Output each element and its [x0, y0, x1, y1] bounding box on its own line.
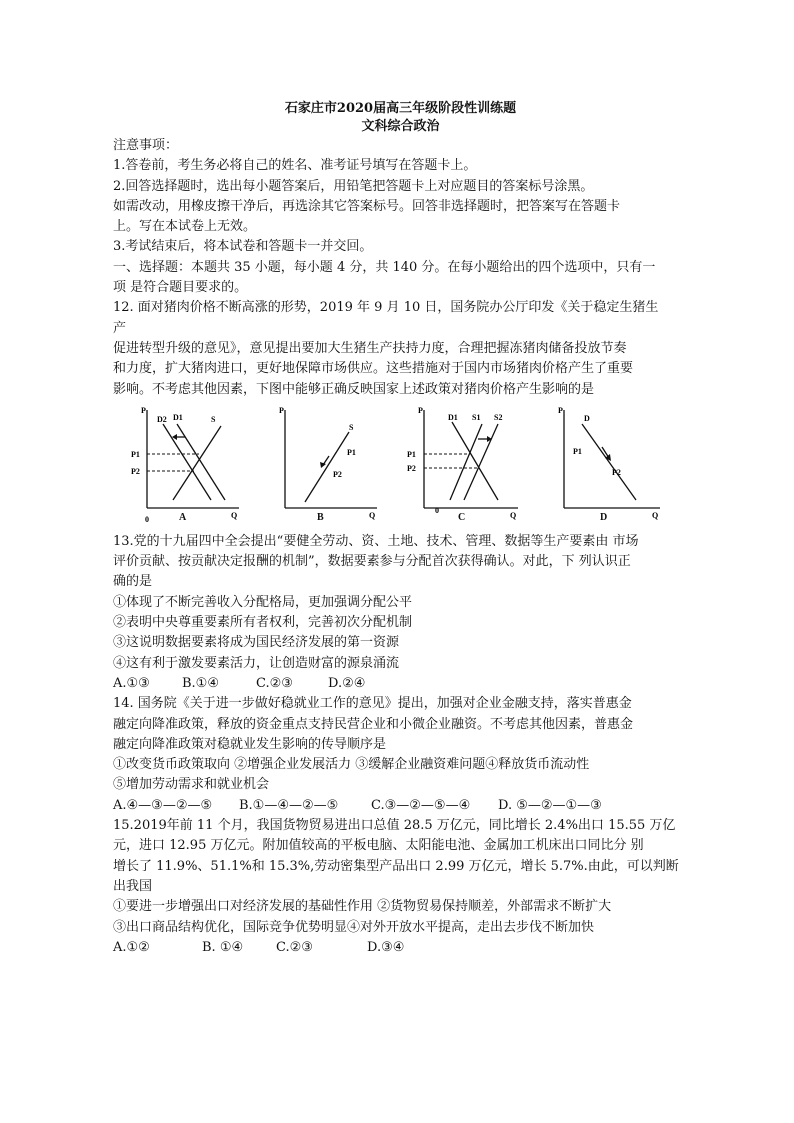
q-axis-label: Q	[510, 510, 517, 520]
graph-c-caption: C	[458, 511, 466, 523]
s-label: S	[211, 414, 216, 424]
q15-option-d[interactable]: D.③④	[367, 939, 405, 955]
notice-item: 2.回答选择题时，选出每小题答案后，用铅笔把答题卡上对应题目的答案标号涂黑。	[113, 178, 594, 194]
q14-stem: 融定向降准政策对稳就业发生影响的传导顺序是	[113, 736, 387, 752]
arrowhead-icon	[487, 436, 492, 442]
p-axis-label: P	[558, 405, 563, 415]
q-axis-label: Q	[652, 510, 659, 520]
notice-heading: 注意事项：	[113, 138, 179, 153]
notice-item: 1.答卷前，考生务必将自己的姓名、准考证号填写在答题卡上。	[113, 158, 477, 174]
exam-title: 石家庄市2020届高三年级阶段性训练题	[284, 101, 517, 116]
q15-statement: ③出口商品结构优化，国际竞争优势明显④对外开放水平提高，走出去步伐不断加快	[113, 919, 595, 935]
p1-label: P1	[347, 447, 356, 457]
q14-stem: 14. 国务院《关于进一步做好稳就业工作的意见》提出，加强对企业金融支持，落实普惠金	[113, 696, 632, 712]
graph-d-caption: D	[600, 511, 608, 523]
exam-subtitle: 文科综合政治	[361, 119, 440, 134]
d1-line	[177, 424, 225, 500]
q13-option-c[interactable]: C.②③	[256, 675, 293, 691]
q14-statement: ①改变货币政策取向 ②增强企业发展活力 ③缓解企业融资难问题④释放货币流动性	[113, 757, 590, 773]
q15-option-c[interactable]: C.②③	[276, 939, 313, 955]
q-axis-label: Q	[231, 510, 238, 520]
q15-statement: ①要进一步增强出口对经济发展的基础性作用 ②货物贸易保持顺差，外部需求不断扩大	[113, 899, 612, 915]
q13-statement: ①体现了不断完善收入分配格局，更加强调分配公平	[113, 594, 413, 610]
q13-option-a[interactable]: A.①③	[113, 675, 150, 691]
d-line	[582, 424, 636, 500]
graph-b-caption: B	[317, 511, 324, 523]
q14-option-d[interactable]: D. ⑤—②—①—③	[498, 797, 602, 813]
q12-graphs	[113, 404, 688, 530]
p2-label: P2	[131, 466, 140, 476]
origin-label: 0	[145, 514, 149, 524]
q15-stem: 元，进口 12.95 万亿元。附加值较高的平板电脑、太阳能电池、金属加工机床出口同比分 别	[113, 838, 644, 854]
graph-a-caption: A	[179, 511, 187, 523]
d1-label: D1	[173, 412, 183, 422]
q13-statement: ③这说明数据要素将成为国民经济发展的第一资源	[113, 635, 400, 651]
p1-label: P1	[407, 449, 416, 459]
q14-option-b[interactable]: B.①—④—②—⑤	[239, 797, 339, 813]
q14-option-c[interactable]: C.③—②—⑤—④	[371, 797, 471, 813]
q13-statement: ②表明中央尊重要素所有者权利，完善初次分配机制	[113, 615, 413, 631]
q13-stem: 评价贡献、按贡献决定报酬的机制”，数据要素参与分配首次获得确认。对此，下 列认识正	[113, 554, 631, 570]
exam-page	[113, 100, 688, 958]
p-axis-label: P	[279, 405, 284, 415]
p2-label: P2	[407, 463, 416, 473]
notice-item: 如需改动，用橡皮擦干净后，再选涂其它答案标号。回答非选择题时，把答案写在答题卡	[113, 198, 621, 214]
q15-stem: 出我国	[113, 878, 153, 894]
graph-a	[127, 404, 245, 528]
q13-stem: 13.党的十九届四中全会提出“要健全劳动、资、土地、技术、管理、数据等生产要素由 市场	[113, 533, 639, 549]
q15-option-a[interactable]: A.①②	[113, 939, 150, 955]
p-axis-label: P	[418, 405, 423, 415]
q12-stem: 产	[113, 320, 127, 336]
d-label: D	[584, 413, 590, 423]
p1-label: P1	[573, 446, 582, 456]
d2-line	[163, 424, 211, 500]
q12-stem: 促进转型升级的意见》，意见提出要加大生猪生产扶持力度，合理把握冻猪肉储备投放节奏	[113, 340, 627, 356]
notice-item: 上。写在本试卷上无效。	[113, 219, 257, 235]
q14-option-a[interactable]: A.④—③—②—⑤	[113, 797, 213, 813]
d2-label: D2	[157, 414, 167, 424]
q13-stem: 确的是	[113, 574, 153, 590]
q13-option-d[interactable]: D.②④	[328, 675, 366, 691]
q13-statement: ④这有利于激发要素活力，让创造财富的源泉涌流	[113, 655, 400, 671]
p2-label: P2	[333, 469, 342, 479]
q12-stem: 和力度，扩大猪肉进口，更好地保障市场供应。这些措施对于国内市场猪肉价格产生了重要	[113, 361, 634, 377]
q14-statement: ⑤增加劳动需求和就业机会	[113, 777, 270, 793]
q12-stem: 影响。不考虑其他因素，下图中能够正确反映国家上述政策对猪肉价格产生影响的是	[113, 381, 595, 397]
q14-options	[113, 796, 688, 816]
section-instructions-cont: 项 是符合题目要求的。	[113, 280, 248, 296]
graph-c	[402, 404, 526, 528]
q14-stem: 融定向降准政策，释放的资金重点支持民营企业和小微企业融资。不考虑其他因素，普惠金	[113, 716, 634, 732]
q15-stem: 增长了 11.9%、51.1%和 15.3%,劳动密集型产品出口 2.99 万亿元，增长 5.7%.由此，可以判断	[113, 858, 679, 874]
s1-label: S1	[472, 412, 481, 422]
q-axis-label: Q	[369, 510, 376, 520]
s1-line	[450, 424, 482, 500]
p1-label: P1	[131, 449, 140, 459]
s-line	[305, 432, 349, 502]
graph-b	[265, 404, 383, 528]
origin-label: 0	[435, 505, 439, 515]
graph-d	[544, 404, 668, 528]
section-instructions: 一、选择题：本题共 35 小题，每小题 4 分，共 140 分。在每小题给出的四个选项中，只有一	[113, 259, 656, 275]
q13-option-b[interactable]: B.①④	[182, 675, 219, 691]
s-label: S	[349, 422, 354, 432]
p-axis-label: P	[141, 405, 146, 415]
d1-label: D1	[448, 412, 458, 422]
s2-label: S2	[494, 412, 503, 422]
s2-line	[464, 424, 498, 500]
notice-item: 3.考试结束后，将本试卷和答题卡一并交回。	[113, 239, 373, 255]
q13-options	[113, 674, 688, 694]
q15-options	[113, 938, 688, 958]
q15-option-b[interactable]: B. ①④	[202, 939, 244, 955]
q15-stem: 15.2019年前 11 个月，我国货物贸易进出口总值 28.5 万亿元，同比增长 2.4%出口 15.55 万亿	[113, 818, 676, 834]
d1-line	[452, 422, 498, 500]
q12-stem: 12. 面对猪肉价格不断高涨的形势，2019 年 9 月 10 日，国务院办公厅印发《关于稳定生猪生	[113, 300, 659, 316]
p2-label: P2	[612, 467, 621, 477]
